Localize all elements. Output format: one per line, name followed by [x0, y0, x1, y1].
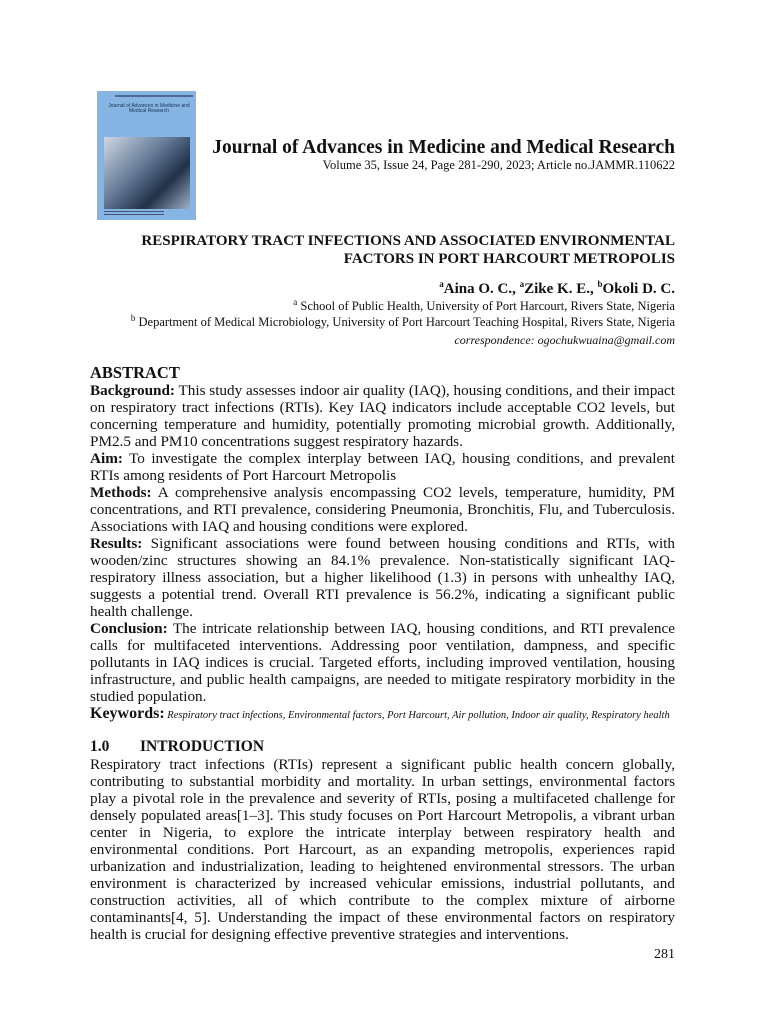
journal-cover-image	[97, 91, 196, 220]
section-text: This study assesses indoor air quality (IAQ), housing conditions, and their impact on respiratory tract infections (RTIs). Key IAQ indicators include acceptable CO2 levels, but concerning temperature and humidity, potentially promoting microbial growth. Additionally, PM2.5 and PM10 concentrations suggest respiratory hazards.	[90, 382, 675, 450]
abstract-heading: ABSTRACT	[90, 363, 180, 382]
keywords-text: Respiratory tract infections, Environmental factors, Port Harcourt, Air pollution, Indoor air quality, Respiratory health	[164, 710, 670, 721]
section-title: INTRODUCTION	[140, 738, 265, 755]
abstract-background	[90, 382, 675, 450]
journal-volume-line: Volume 35, Issue 24, Page 281-290, 2023; Article no.JAMMR.110622	[322, 158, 675, 172]
abstract-conclusion	[90, 620, 675, 705]
affiliation-text: School of Public Health, University of Port Harcourt, Rivers State, Nigeria	[297, 299, 675, 314]
author-sup: a	[519, 279, 525, 289]
author-sup: b	[597, 279, 603, 289]
section-label: Results:	[90, 535, 143, 552]
section-number: 1.0	[90, 738, 110, 755]
main-text	[90, 363, 675, 943]
keywords	[90, 705, 675, 724]
author-sup: a	[439, 279, 444, 289]
author-list	[439, 279, 675, 298]
author-name: Zike K. E.,	[524, 281, 598, 297]
cover-microscope-image	[104, 137, 190, 209]
section-text: A comprehensive analysis encompassing CO2 levels, temperature, humidity, PM concentrations, and RTI prevalence, considering Pneumonia, Bronchitis, Flu, and Tuberculosis. Associations with IAQ and housing conditions were explored.	[90, 484, 675, 535]
cover-footer-lines	[104, 211, 164, 212]
abstract-methods	[90, 484, 675, 535]
section-label: Methods:	[90, 484, 152, 501]
section-label: Aim:	[90, 450, 123, 467]
cover-header-line	[115, 95, 193, 97]
affiliation-a	[293, 297, 675, 314]
section-text: To investigate the complex interplay between IAQ, housing conditions, and prevalent RTIs among residents of Port Harcourt Metropolis	[90, 450, 675, 484]
abstract-aim	[90, 450, 675, 484]
cover-title: Journal of Advances in Medicine and Medical Research	[108, 103, 190, 114]
affiliation-sup: a	[293, 297, 298, 307]
affiliation-sup: b	[130, 313, 136, 323]
page-number: 281	[654, 947, 675, 962]
correspondence-email: correspondence: ogochukwuaina@gmail.com	[454, 333, 675, 347]
paper-title: RESPIRATORY TRACT INFECTIONS AND ASSOCIATED ENVIRONMENTAL FACTORS IN PORT HARCOURT METROPOLIS	[141, 233, 675, 267]
keywords-label: Keywords:	[90, 705, 165, 722]
section-label: Conclusion:	[90, 620, 168, 637]
section-text: Significant associations were found between housing conditions and RTIs, with wooden/zinc structures showing an 84.1% prevalence. Non-statistically significant IAQ-respiratory illness association, but a higher likelihood (1.3) in persons with unhealthy IAQ, suggests a potential trend. Overall RTI prevalence is 56.2%, indicating a significant public health challenge.	[90, 535, 675, 620]
introduction-paragraph: Respiratory tract infections (RTIs) represent a significant public health concern globally, contributing to substantial morbidity and mortality. In urban settings, environmental factors play a pivotal role in the prevalence and severity of RTIs, posing a multifaceted challenge for densely populated areas[1–3]. This study focuses on Port Harcourt Metropolis, a vibrant urban center in Nigeria, to explore the intricate interplay between respiratory health and environmental conditions. Port Harcourt, as an expanding metropolis, experiences rapid urbanization and industrialization, leading to heightened environmental stressors. The urban environment is characterized by increased vehicular emissions, industrial pollutants, and construction activities, all of which contribute to the complex mixture of airborne contaminants[4, 5]. Understanding the impact of these environmental factors on respiratory health is crucial for designing effective preventive strategies and interventions.	[90, 756, 675, 943]
author-name: Aina O. C.,	[443, 281, 520, 297]
section-text: The intricate relationship between IAQ, housing conditions, and RTI prevalence calls for multifaceted interventions. Addressing poor ventilation, dampness, and specific pollutants in IAQ indices is crucial. Targeted efforts, including improved ventilation, housing infrastructure, and public health campaigns, are needed to mitigate respiratory morbidity in the studied population.	[90, 620, 675, 705]
introduction-heading	[90, 738, 675, 756]
affiliation-b	[131, 313, 675, 330]
author-name: Okoli D. C.	[602, 281, 675, 297]
abstract-results	[90, 535, 675, 620]
journal-title: Journal of Advances in Medicine and Medical Research	[212, 137, 675, 158]
affiliation-text: Department of Medical Microbiology, University of Port Harcourt Teaching Hospital, Rivers State, Nigeria	[135, 315, 675, 330]
section-label: Background:	[90, 382, 175, 399]
